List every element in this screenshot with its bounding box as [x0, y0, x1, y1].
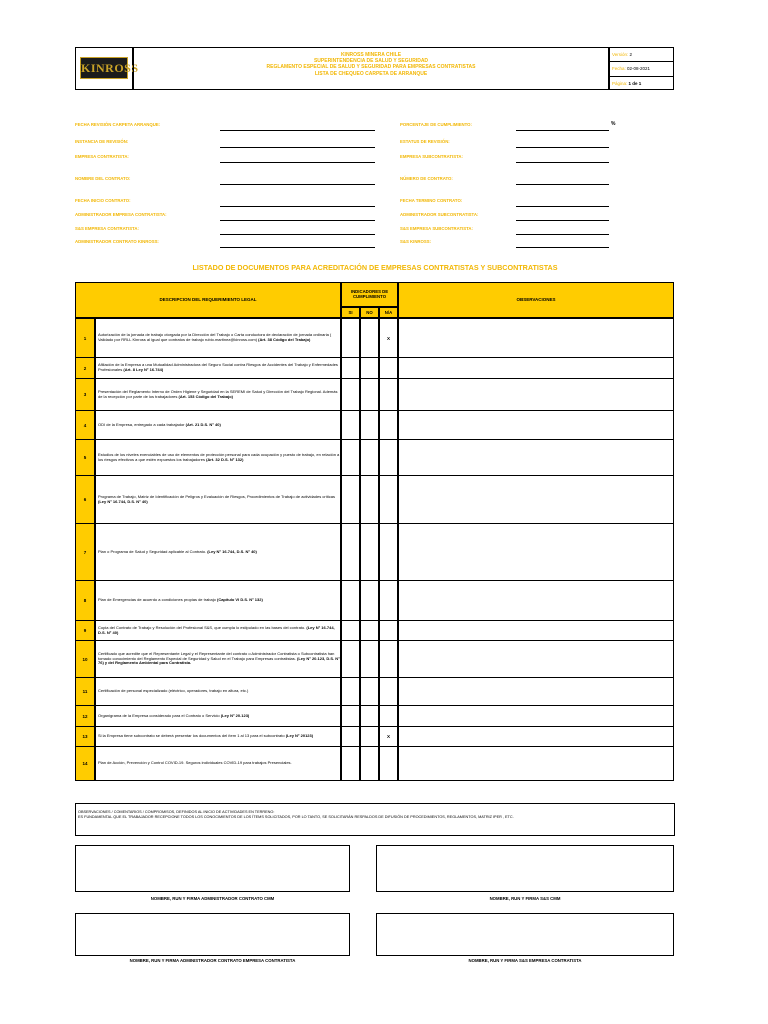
cell-si[interactable]: [341, 410, 360, 440]
signature-box-admin-cmm[interactable]: [75, 845, 350, 892]
form-label: FECHA TERMINO CONTRATO:: [400, 198, 463, 203]
cell-na[interactable]: [379, 357, 398, 379]
date-field: Fecha: 02-08-2021: [610, 62, 673, 76]
cell-no[interactable]: [360, 580, 379, 621]
requirement-body: Afiliación de la Empresa a una Mutualidad Administradora del Seguro Social contra Riesgos de Accidentes del Trabajo y Enfermedades Profesionales: [98, 362, 338, 372]
requirement-text: [98, 550, 257, 555]
row-number: [75, 705, 95, 727]
cell-no[interactable]: [360, 705, 379, 727]
form-label: FECHA INICIO CONTRATO:: [75, 198, 131, 203]
requirement-legal-ref: (Art. 32 D.S. N° 132): [206, 456, 244, 462]
cell-observations[interactable]: [398, 475, 674, 524]
row-description: [95, 378, 341, 411]
header-line: SUPERINTENDENCIA DE SALUD Y SEGURIDAD: [313, 58, 429, 65]
percent-symbol: %: [611, 121, 616, 127]
form-label: S&S KINROSS:: [400, 239, 432, 244]
row-number: [75, 410, 95, 440]
cell-observations[interactable]: [398, 746, 674, 781]
requirement-text: [98, 495, 340, 505]
cell-no[interactable]: [360, 726, 379, 747]
cell-no[interactable]: [360, 410, 379, 440]
cell-no[interactable]: [360, 620, 379, 641]
cell-si[interactable]: [341, 523, 360, 581]
cell-no[interactable]: [360, 640, 379, 678]
requirement-legal-ref: (Capítulo VI D.S. N° 132): [216, 597, 263, 603]
row-description: [95, 580, 341, 621]
observations-note: ES FUNDAMENTAL QUE EL TRABAJADOR RECEPCIONE TODOS LOS CONOCIMIENTOS DE LOS ÍTEMS SOLICITADOS, POR LO TANTO, SE SOLICITARÁN RESPALDOS DE DIFUSIÓN DE PROCEDIMIENTOS, REGLAMENTOS, MATRIZ IPER , ETC.: [78, 815, 514, 819]
row-number-text: 11: [82, 689, 88, 694]
requirement-body: ODI de la Empresa, entregado a cada trabajador: [98, 421, 185, 427]
document-meta: [609, 47, 674, 90]
requirement-text: [98, 734, 313, 739]
column-header-description: DESCRIPCION DEL REQUERIMIENTO LEGAL: [75, 282, 341, 318]
row-number-text: 7: [83, 550, 87, 555]
cell-observations[interactable]: [398, 620, 674, 641]
row-description: [95, 677, 341, 706]
requirement-text: [98, 423, 221, 428]
form-label: NOMBRE DEL CONTRATO:: [75, 176, 131, 181]
requirement-legal-ref: (Art. 21 D.S. N° 40): [185, 421, 221, 427]
cell-na[interactable]: [379, 580, 398, 621]
cell-si[interactable]: [341, 746, 360, 781]
row-number-text: 1: [83, 336, 87, 341]
signature-label: NOMBRE, RUN Y FIRMA ADMINISTRADOR CONTRATO EMPRESA CONTRATISTA: [129, 958, 296, 963]
form-label: EMPRESA SUBCONTRATISTA:: [400, 154, 463, 159]
cell-na[interactable]: [379, 378, 398, 411]
row-number: [75, 378, 95, 411]
header-line: KINROSS MINERA CHILE: [340, 52, 402, 58]
header-line: LISTA DE CHEQUEO CARPETA DE ARRANQUE: [314, 70, 428, 77]
cell-si[interactable]: [341, 357, 360, 379]
column-header-na: N/A: [379, 307, 398, 318]
form-field-line[interactable]: [516, 234, 609, 235]
cell-na[interactable]: [379, 318, 398, 358]
requirement-body: Estudios de los niveles exenciables de uso de elementos de protección personal para cada ocupación y puesto de trabajo, en relación a los riesgos efectivos a que estén expuestos los trabajadores: [98, 451, 340, 462]
requirement-legal-ref: (Art. 8 Ley N° 16.744): [123, 367, 164, 372]
document-title: LISTADO DE DOCUMENTOS PARA ACREDITACIÓN DE EMPRESAS CONTRATISTAS Y SUBCONTRATISTAS: [192, 263, 558, 272]
cell-no[interactable]: [360, 318, 379, 358]
row-number: [75, 746, 95, 781]
cell-observations[interactable]: [398, 726, 674, 747]
form-field-line[interactable]: [516, 162, 609, 163]
form-field-line[interactable]: [516, 220, 609, 221]
row-description: [95, 523, 341, 581]
requirement-text: [98, 626, 340, 636]
compliance-mark: X: [386, 734, 390, 739]
row-number-text: 14: [82, 761, 88, 766]
requirement-body: Programa de Trabajo, Matriz de Identificación de Peligros y Evaluación de Riesgos, Procedimientos de Trabajo de actividades críticas: [98, 493, 336, 499]
row-description: [95, 705, 341, 727]
requirement-body: Copia del Contrato de Trabajo y Resolución del Profesional S&S, que cumpla lo estipulado en las bases del contrato.: [98, 624, 306, 630]
cell-si[interactable]: [341, 580, 360, 621]
cell-si[interactable]: [341, 475, 360, 524]
form-field-line[interactable]: [516, 206, 609, 207]
cell-na[interactable]: [379, 410, 398, 440]
cell-observations[interactable]: [398, 357, 674, 379]
form-label: INSTANCIA DE REVISIÓN:: [75, 139, 129, 144]
column-header-indicators: INDICADORES DE CUMPLIMIENTO: [341, 282, 398, 307]
cell-observations[interactable]: [398, 439, 674, 476]
signature-box-ss-contractor[interactable]: [376, 913, 674, 956]
row-description: [95, 439, 341, 476]
cell-na[interactable]: [379, 640, 398, 678]
requirement-legal-ref: (Ley N° 16.744, D.S. N° 40): [98, 624, 335, 635]
requirement-body: Certificación de personal especializado (eléctrico, operadores, trabajo en altura, etc.): [98, 688, 249, 694]
row-description: [95, 318, 341, 358]
cell-na[interactable]: [379, 705, 398, 727]
requirement-body: Certificado que acredite que el Representante Legal y el Representante del contrato o Administrador Contratista o Subcontratista han tomado conocimiento del Reglamento Especial de Seguridad y Salud en el Trabajo para Empresas contratistas.: [98, 650, 335, 661]
requirement-text: [98, 453, 340, 463]
column-header-observations: OBSERVACIONES: [398, 282, 674, 318]
signature-label: NOMBRE, RUN Y FIRMA ADMINISTRADOR CONTRATO CMM: [150, 896, 275, 901]
form-label: FECHA REVISIÓN CARPETA ARRANQUE:: [75, 122, 161, 127]
row-number: [75, 620, 95, 641]
form-label: ADMINISTRADOR EMPRESA CONTRATISTA:: [75, 212, 167, 217]
cell-na[interactable]: [379, 726, 398, 747]
form-field-line[interactable]: [516, 184, 609, 185]
cell-no[interactable]: [360, 475, 379, 524]
signature-box-ss-cmm[interactable]: [376, 845, 674, 892]
cell-no[interactable]: [360, 523, 379, 581]
requirement-legal-ref: (Art. 153 Código del Trabajo): [178, 393, 233, 399]
cell-na[interactable]: [379, 439, 398, 476]
form-label: NÚMERO DE CONTRATO:: [400, 176, 453, 181]
signature-label: NOMBRE, RUN Y FIRMA S&S EMPRESA CONTRATISTA: [468, 958, 582, 963]
form-field-line[interactable]: [516, 147, 609, 148]
cell-si[interactable]: [341, 378, 360, 411]
cell-observations[interactable]: [398, 705, 674, 727]
requirement-text: [98, 714, 249, 719]
form-field-line[interactable]: [220, 184, 375, 185]
form-label: ADMINISTRADOR SUBCONTRATISTA:: [400, 212, 479, 217]
row-number-text: 2: [83, 366, 87, 371]
row-description: [95, 475, 341, 524]
row-description: [95, 640, 341, 678]
form-label: S&S EMPRESA SUBCONTRATISTA:: [400, 226, 473, 231]
row-description: [95, 746, 341, 781]
row-number-text: 10: [82, 657, 88, 662]
form-label: PORCENTAJE DE CUMPLIMIENTO:: [400, 122, 472, 127]
form-field-line[interactable]: [220, 162, 375, 163]
form-field-line[interactable]: [516, 247, 609, 248]
header-title-block: [133, 47, 609, 90]
row-description: [95, 620, 341, 641]
cell-na[interactable]: [379, 523, 398, 581]
requirement-body: Plan de Acción, Prevención y Control COVID-19. Seguros individuales COVID-19 para trabajos Presenciales.: [98, 760, 292, 766]
cell-si[interactable]: [341, 318, 360, 358]
row-number: [75, 726, 95, 747]
requirement-legal-ref: (Ley N° 16.744, D.S. N° 40): [207, 548, 257, 554]
observations-box[interactable]: [75, 803, 675, 836]
row-number: [75, 439, 95, 476]
requirement-legal-ref: (Ley N° 16.744, D.S. N° 40): [98, 498, 148, 504]
row-description: [95, 357, 341, 379]
cell-na[interactable]: [379, 677, 398, 706]
requirement-body: Plan o Programa de Salud y Seguridad aplicable al Contrato.: [98, 548, 207, 554]
form-field-line[interactable]: [220, 130, 375, 131]
cell-no[interactable]: [360, 378, 379, 411]
requirement-text: [98, 333, 340, 343]
requirement-legal-ref: (Ley N° 20.123): [220, 712, 250, 718]
form-label: ADMINISTRADOR CONTRATO KINROSS:: [75, 239, 159, 244]
form-label: EMPRESA CONTRATISTA:: [75, 154, 129, 159]
form-label: S&S EMPRESA CONTRATISTA:: [75, 226, 139, 231]
requirement-text: [98, 761, 292, 766]
column-header-no: NO: [360, 307, 379, 318]
row-number-text: 12: [82, 714, 88, 719]
requirement-text: [98, 390, 340, 400]
row-number-text: 9: [83, 628, 87, 633]
requirement-body: Plan de Emergencias de acuerdo a condiciones propias de trabajo: [98, 597, 216, 603]
observations-heading: OBSERVACIONES / COMENTARIOS / COMPROMISOS, DEFINIDOS AL INICIO DE ACTIVIDADES EN TERRENO:: [78, 810, 275, 814]
requirement-text: [98, 652, 340, 666]
compliance-mark: X: [386, 336, 390, 341]
cell-observations[interactable]: [398, 677, 674, 706]
form-field-line[interactable]: [220, 220, 375, 221]
cell-si[interactable]: [341, 677, 360, 706]
requirement-body: Autorización de la jornada de trabajo otorgada por la Dirección del Trabajo o Carta conductora de declaración de jornada ordinaria ( Validado por RRLL Kinross al igual que contratos de trabajo rubio.martinez@kinross.com): [98, 332, 332, 342]
row-number: [75, 677, 95, 706]
column-header-si: SI: [341, 307, 360, 318]
requirement-text: [98, 689, 248, 694]
requirement-legal-ref: (Ley N° 20123): [285, 733, 314, 739]
cell-si[interactable]: [341, 620, 360, 641]
cell-observations[interactable]: [398, 378, 674, 411]
header-line: REGLAMENTO ESPECIAL DE SALUD Y SEGURIDAD PARA EMPRESAS CONTRATISTAS: [266, 64, 476, 71]
row-number: [75, 640, 95, 678]
requirement-text: [98, 363, 340, 373]
cell-no[interactable]: [360, 439, 379, 476]
row-number: [75, 318, 95, 358]
row-number-text: 6: [83, 497, 87, 502]
version-field: Versión: 2: [610, 48, 673, 62]
form-field-line[interactable]: [516, 130, 609, 131]
row-number-text: 13: [82, 734, 88, 739]
row-number: [75, 580, 95, 621]
form-field-line[interactable]: [220, 206, 375, 207]
cell-observations[interactable]: [398, 640, 674, 678]
row-description: [95, 726, 341, 747]
row-number: [75, 523, 95, 581]
row-number: [75, 475, 95, 524]
requirement-body: Presentación del Reglamento Interno de Orden Higiene y Seguridad en la SEREMI de Salud y Dirección del Trabajo Regional. Además de la recepción por parte de los trabajadores: [98, 388, 338, 399]
cell-si[interactable]: [341, 705, 360, 727]
form-field-line[interactable]: [220, 147, 375, 148]
row-number: [75, 357, 95, 379]
cell-si[interactable]: [341, 640, 360, 678]
row-number-text: 3: [83, 392, 87, 397]
cell-no[interactable]: [360, 677, 379, 706]
row-number-text: 8: [83, 598, 87, 603]
cell-na[interactable]: [379, 746, 398, 781]
requirement-legal-ref: (Art. 38 Código del Trabajo): [258, 337, 311, 342]
cell-no[interactable]: [360, 746, 379, 781]
cell-na[interactable]: [379, 475, 398, 524]
row-number-text: 4: [83, 423, 87, 428]
cell-si[interactable]: [341, 439, 360, 476]
cell-observations[interactable]: [398, 410, 674, 440]
requirement-body: Si la Empresa tiene subcontrato se deberá presentar los documentos del ítem 1 al 13 para el subcontrato: [98, 733, 285, 739]
cell-na[interactable]: [379, 620, 398, 641]
cell-si[interactable]: [341, 726, 360, 747]
signature-box-admin-contractor[interactable]: [75, 913, 350, 956]
cell-observations[interactable]: [398, 318, 674, 358]
cell-no[interactable]: [360, 357, 379, 379]
page-field: Página: 1 de 1: [612, 80, 642, 86]
row-description: [95, 410, 341, 440]
cell-observations[interactable]: [398, 580, 674, 621]
form-field-line[interactable]: [220, 247, 375, 248]
kinross-logo: KINROSS: [80, 57, 128, 79]
requirement-text: [98, 598, 263, 603]
cell-observations[interactable]: [398, 523, 674, 581]
row-number-text: 5: [83, 455, 87, 460]
requirement-body: Organigrama de la Empresa considerado para el Contrato o Servicio: [98, 712, 220, 718]
signature-label: NOMBRE, RUN Y FIRMA S&S CMM: [489, 896, 561, 901]
form-field-line[interactable]: [220, 234, 375, 235]
form-label: ESTATUS DE REVISIÓN:: [400, 139, 450, 144]
requirement-legal-ref: (Ley N° 20.123, D.S. N° 76) y del Reglamento Ambiental para Contratista.: [98, 655, 340, 666]
